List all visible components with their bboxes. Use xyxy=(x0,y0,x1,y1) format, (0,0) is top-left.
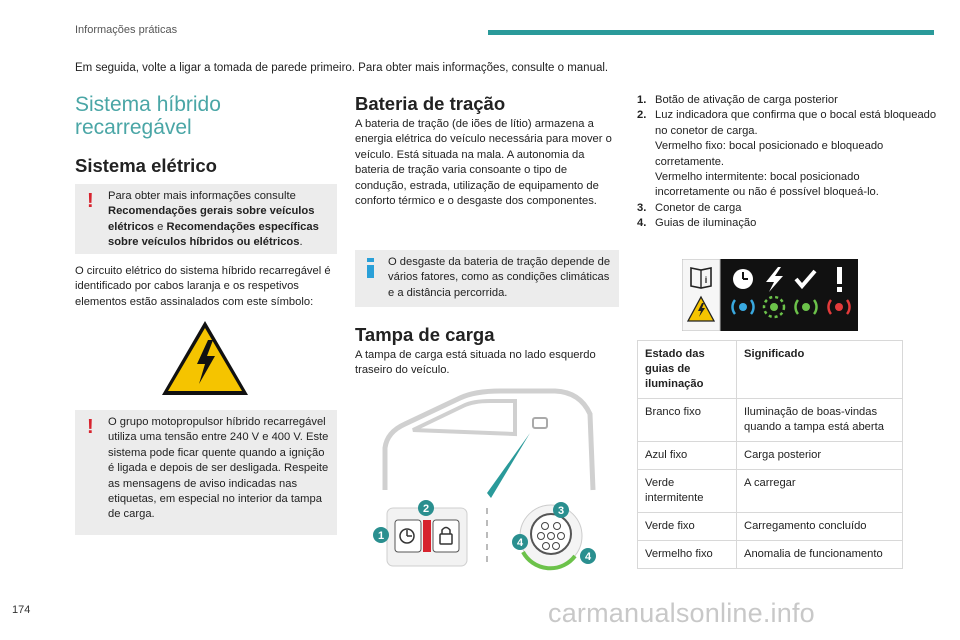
charge-flap-paragraph: A tampa de carga está situada no lado esquerdo traseiro do veículo. xyxy=(355,349,596,377)
list-item-line: Conetor de carga xyxy=(655,201,742,214)
list-item-line: Vermelho fixo: bocal posicionado e bloqueado corretamente. xyxy=(655,140,884,168)
list-item-number: 3. xyxy=(637,201,647,214)
list-item-text xyxy=(655,108,937,200)
callout-badge xyxy=(418,500,434,516)
callout-badge xyxy=(553,502,569,518)
list-item xyxy=(637,201,937,216)
table-header-cell: Estado das guias de iluminação xyxy=(638,341,737,399)
list-item xyxy=(637,108,937,200)
callout-badge xyxy=(580,548,596,564)
page-number: 174 xyxy=(12,604,31,616)
header-accent-bar xyxy=(488,30,934,35)
note-link-2: Recomendações específicas sobre veículos híbridos ou elétricos xyxy=(108,220,319,249)
heading-sistema-eletrico: Sistema elétrico xyxy=(75,155,217,176)
table-cell: Azul fixo xyxy=(638,442,737,470)
table-cell: Anomalia de funcionamento xyxy=(737,541,903,569)
table-cell: Verde fixo xyxy=(638,513,737,541)
note-link-1: Recomendações gerais sobre veículos elétricos xyxy=(108,205,315,233)
info-note xyxy=(355,250,619,307)
callout-badge xyxy=(512,534,528,550)
table-cell: A carregar xyxy=(737,470,903,513)
warning-exclamation-icon: ! xyxy=(87,416,94,438)
section-title: Sistema híbrido recarregável xyxy=(75,93,221,139)
table-cell: Branco fixo xyxy=(638,399,737,442)
table-row xyxy=(638,442,903,470)
warning-exclamation-icon: ! xyxy=(87,190,94,212)
light-guide-table xyxy=(637,340,903,569)
info-note-text: O desgaste da bateria de tração depende de vários fatores, como as condições climáticas e a distância percorrida. xyxy=(388,256,611,299)
table-row xyxy=(638,513,903,541)
light-guide-icons-panel xyxy=(682,259,858,331)
table-cell: Carga posterior xyxy=(737,442,903,470)
callout-badge xyxy=(373,527,389,543)
battery-paragraph: A bateria de tração (de iões de lítio) armazena a energia elétrica do veículo necessária para mover o veículo. Está situada na mala. A autonomia da bateria de tração varia consoante o tipo de condução, estrada, utilização de equipamento de conforto térmico e o desgaste dos componentes. xyxy=(355,118,612,208)
svg-text:4: 4 xyxy=(584,551,592,563)
info-icon xyxy=(367,258,374,278)
exclamation-icon xyxy=(837,267,842,292)
list-item-text xyxy=(655,201,741,216)
table-cell: Verde intermitente xyxy=(638,470,737,513)
list-item xyxy=(637,93,937,108)
list-item-line: Vermelho intermitente: bocal posicionado incorretamente ou não é possível bloqueá-lo. xyxy=(655,171,879,199)
watermark: carmanualsonline.info xyxy=(548,598,815,628)
list-item-text xyxy=(655,216,756,231)
charge-flap-illustration xyxy=(365,386,605,572)
circuit-paragraph: O circuito elétrico do sistema híbrido recarregável é identificado por cabos laranja e os respetivos elementos estão assinalados com este símbolo: xyxy=(75,265,331,308)
svg-text:2: 2 xyxy=(422,503,430,515)
heading-bateria: Bateria de tração xyxy=(355,93,506,114)
svg-text:1: 1 xyxy=(377,530,385,542)
list-item-number: 4. xyxy=(637,217,647,230)
list-item-number: 2. xyxy=(637,109,647,122)
svg-text:3: 3 xyxy=(557,505,565,517)
warning-note-2-text: O grupo motopropulsor híbrido recarregável utiliza uma tensão entre 240 V e 400 V. Este sistema pode ficar quente quando a ignição é ligada e depois de ser desligada. Respeite as mensagens de aviso indicadas nas etiquetas, em especial no interior da tampa de carga. xyxy=(108,416,329,521)
list-item-number: 1. xyxy=(637,94,647,106)
heading-tampa: Tampa de carga xyxy=(355,324,495,345)
clock-icon xyxy=(733,269,753,289)
table-header-cell: Significado xyxy=(737,341,903,399)
running-header: Informações práticas xyxy=(75,24,178,36)
warning-note-1-text: Para obter mais informações consulte xyxy=(108,190,296,202)
warning-note-2 xyxy=(75,410,337,535)
callout-legend-list xyxy=(637,93,937,232)
table-cell: Vermelho fixo xyxy=(638,541,737,569)
table-row xyxy=(638,541,903,569)
list-item-line: Luz indicadora que confirma que o bocal está bloqueado no conetor de carga. xyxy=(655,109,937,137)
table-row xyxy=(638,470,903,513)
intro-paragraph: Em seguida, volte a ligar a tomada de parede primeiro. Para obter mais informações, consulte o manual. xyxy=(75,62,609,74)
svg-text:4: 4 xyxy=(516,537,524,549)
list-item-line: Guias de iluminação xyxy=(655,217,757,230)
table-cell: Carregamento concluído xyxy=(737,513,903,541)
table-cell: Iluminação de boas-vindas quando a tampa está aberta xyxy=(737,399,903,442)
list-item-text xyxy=(655,93,838,108)
list-item xyxy=(637,216,937,231)
table-row xyxy=(638,399,903,442)
table-header-row xyxy=(638,341,903,399)
list-item-line: Botão de ativação de carga posterior xyxy=(655,94,838,106)
svg-text:i: i xyxy=(704,275,708,285)
warning-note-1: ! Para obter mais informações consulte Recomendações gerais sobre veículos elétricos e Recomendações específicas sobre veículos híbridos ou elétricos. xyxy=(75,184,337,254)
high-voltage-warning-icon xyxy=(159,318,251,398)
